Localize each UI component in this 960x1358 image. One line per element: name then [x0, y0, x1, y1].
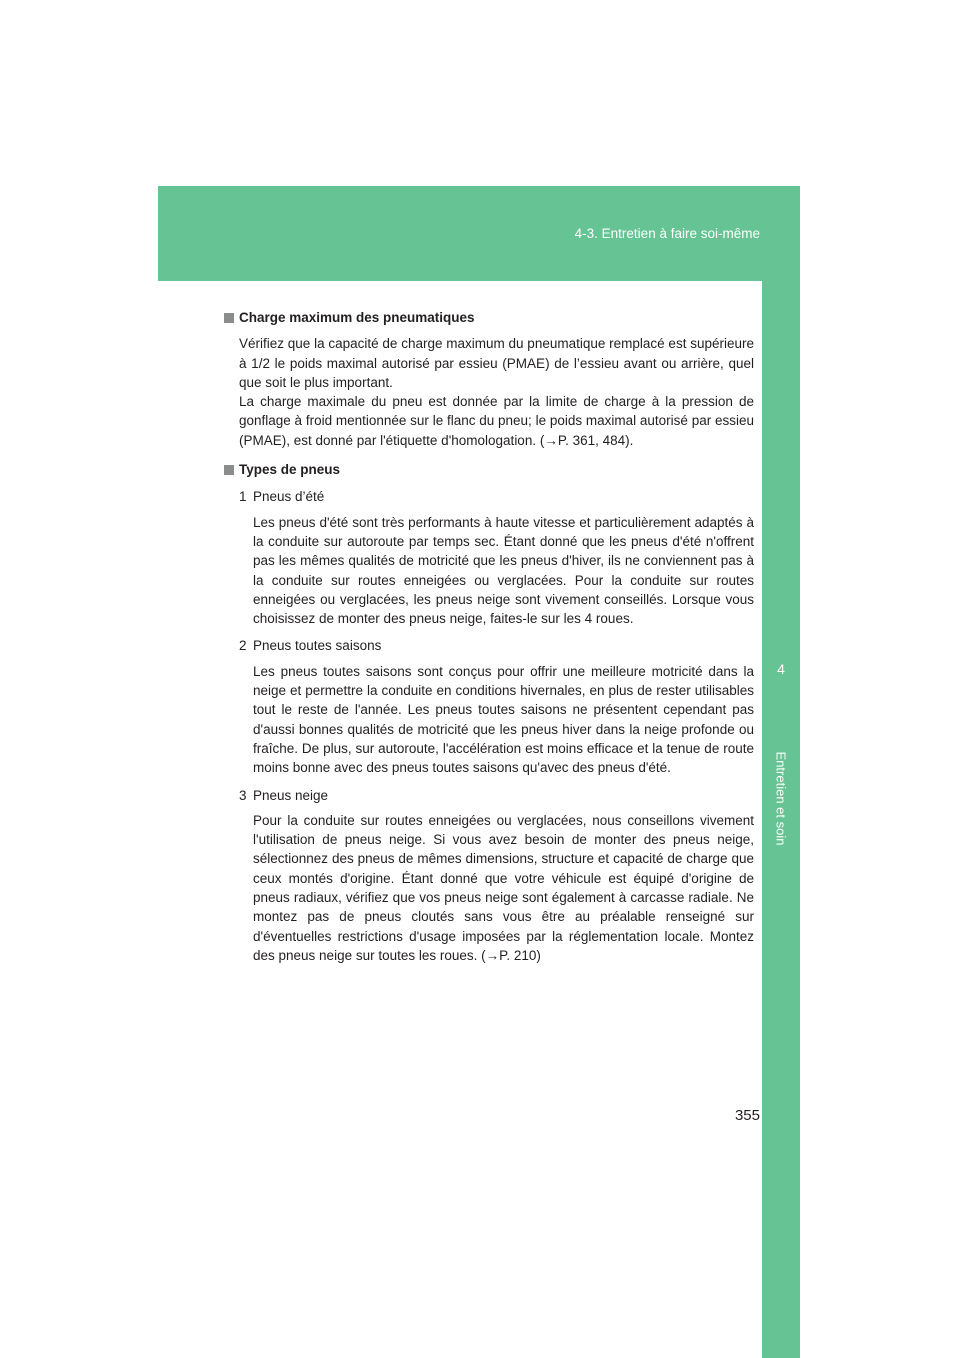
list-item-title: [239, 636, 754, 655]
list-item-title-text: Pneus neige: [253, 787, 329, 803]
list-item-number: 1: [239, 489, 247, 505]
chapter-header-band: [158, 186, 800, 281]
list-item-number: 3: [239, 787, 247, 803]
section-heading: [224, 460, 754, 479]
chapter-side-tab: [762, 281, 800, 1358]
paragraph: Vérifiez que la capacité de charge maximum du pneumatique remplacé est supérieure à 1/2 le poids maximal autorisé par essieu (PMAE) de l’essieu avant ou arrière, quel que soit le plus important.: [239, 336, 754, 390]
section-heading: [224, 308, 754, 327]
section-heading-text: Types de pneus: [239, 462, 341, 478]
list-item-body: Les pneus d'été sont très performants à haute vitesse et particulièrement adaptés à la conduite sur autoroute par temps sec. Étant donné que les pneus d'été n'offrent pas les mêmes qualités de motricité que les pneus d'hiver, ils ne conviennent pas à la conduite sur routes enneigées ou verglacées. Pour la conduite sur routes enneigées ou verglacées, les pneus neige sont vivement conseillés. Lorsque vous choisissez de monter des pneus neige, faites-le sur les 4 roues.: [253, 514, 754, 627]
square-bullet-icon: [224, 465, 234, 475]
section-heading-text: Charge maximum des pneumatiques: [239, 310, 475, 325]
chapter-title: 4-3. Entretien à faire soi-même: [574, 226, 760, 241]
list-item-body: Pour la conduite sur routes enneigées ou verglacées, nous conseillons vivement l'utilisation de pneus neige. Si vous avez besoin de monter des pneus neige, sélectionnez des pneus de mêmes dimensions, structure et capacité de charge que ceux montés d'origine. Étant donné que votre véhicule est équipé d'origine de pneus radiaux, vérifiez que vos pneus neige sont également à carcasse radiale. Ne montez pas de pneus cloutés sans vous être au préalable renseigné sur d'éventuelles restrictions d'usage imposées par la réglementation locale. Montez des pneus neige sur toutes les roues. (→P. 210): [253, 812, 754, 963]
page-content: [224, 308, 754, 975]
list-item-number: 2: [239, 638, 247, 654]
chapter-label: Entretien et soin: [773, 751, 789, 846]
paragraph: La charge maximale du pneu est donnée par la limite de charge à la pression de gonflage à froid mentionnée sur le flanc du pneu; le poids maximal autorisé par essieu (PMAE), est donné par l'étiquette d'homologation. (→P. 361, 484).: [239, 394, 754, 448]
list-item-title-text: Pneus toutes saisons: [253, 638, 382, 654]
page-number: 355: [734, 1107, 760, 1124]
list-item-body: Les pneus toutes saisons sont conçus pour offrir une meilleure motricité dans la neige et permettre la conduite en conditions hivernales, en plus de rester utilisables tout le reste de l'année. Les pneus toutes saisons ne présentent cependant pas d'aussi bonnes qualités de motricité que les pneus hiver dans la neige profonde ou fraîche. De plus, sur autoroute, l'accélération est moins efficace et la tenue de route moins bonne avec des pneus toutes saisons qu'avec des pneus d'été.: [253, 663, 754, 776]
section-charge-maximum: [224, 308, 754, 450]
list-item-title: [239, 487, 754, 506]
square-bullet-icon: [224, 313, 234, 323]
chapter-number: 4: [777, 661, 785, 677]
list-item-title-text: Pneus d’été: [253, 489, 325, 505]
list-item-title: [239, 786, 754, 805]
section-types-de-pneus: [224, 460, 754, 965]
